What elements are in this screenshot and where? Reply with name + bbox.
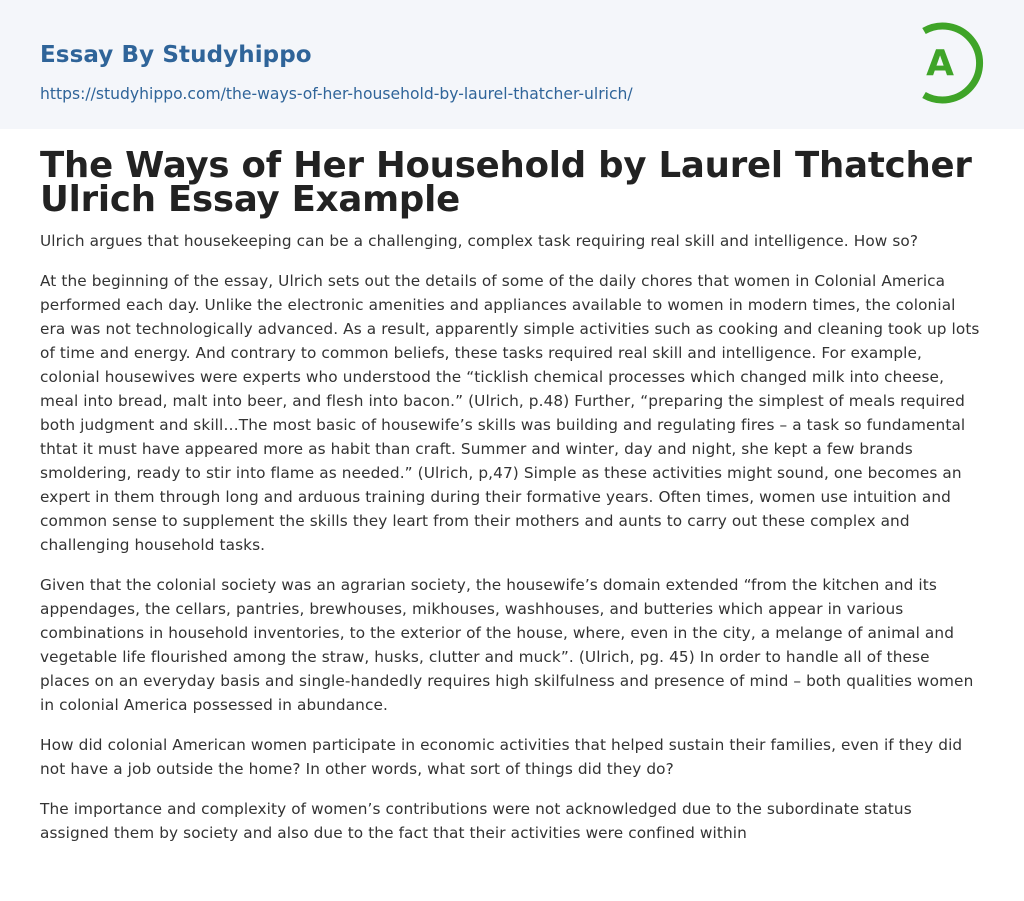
article — [0, 145, 1024, 845]
paragraph-4: How did colonial American women participate in economic activities that helped sustain their families, even if they did not have a job outside the home? In other words, what sort of things did they do? — [40, 736, 963, 778]
logo-letter: A — [926, 43, 954, 84]
paragraph-2: At the beginning of the essay, Ulrich sets out the details of some of the daily chores that women in Colonial America performed each day. Unlike the electronic amenities and appliances available to women in modern times, the colonial era was not technologically advanced. As a result, apparently simple activities such as cooking and cleaning took up lots of time and energy. And contrary to common beliefs, these tasks required real skill and intelligence. For example, colonial housewives were experts who understood the “ticklish chemical processes which changed milk into cheese, meal into bread, malt into beer, and flesh into bacon.” (Ulrich, p.48) Further, “preparing the simplest of meals required both judgment and skill…The most basic of housewife’s skills was building and regulating fires – a task so fundamental thtat it must have appeared more as habit than craft. Summer and winter, day and night, she kept a few brands smoldering, ready to stir into flame as needed.” (Ulrich, p,47) Simple as these activities might sound, one becomes an expert in them through long and arduous training during their formative years. Often times, women use intuition and common sense to supplement the skills they leart from their mothers and aunts to carry out these complex and challenging household tasks. — [40, 272, 980, 554]
site-title[interactable]: Essay By Studyhippo — [40, 42, 312, 68]
paragraph-1: Ulrich argues that housekeeping can be a challenging, complex task requiring real skill and intelligence. How so? — [40, 232, 919, 250]
source-url-link[interactable]: https://studyhippo.com/the-ways-of-her-household-by-laurel-thatcher-ulrich/ — [40, 85, 633, 103]
page-title: The Ways of Her Household by Laurel Thatcher Ulrich Essay Example — [40, 145, 972, 220]
paragraph-3: Given that the colonial society was an agrarian society, the housewife’s domain extended “from the kitchen and its appendages, the cellars, pantries, brewhouses, mikhouses, washhouses, and butteries which appear in various combinations in household inventories, to the exterior of the house, where, even in the city, a melange of animal and vegetable life flourished among the straw, husks, clutter and muck”. (Ulrich, pg. 45) In order to handle all of these places on an everyday basis and single-handedly requires high skilfulness and presence of mind – both qualities women in colonial America possessed in abundance. — [40, 576, 974, 714]
studyhippo-logo-icon[interactable] — [912, 19, 986, 105]
site-header — [0, 0, 1024, 129]
paragraph-5: The importance and complexity of women’s contributions were not acknowledged due to the subordinate status assigned them by society and also due to the fact that their activities were confined within — [40, 800, 912, 842]
